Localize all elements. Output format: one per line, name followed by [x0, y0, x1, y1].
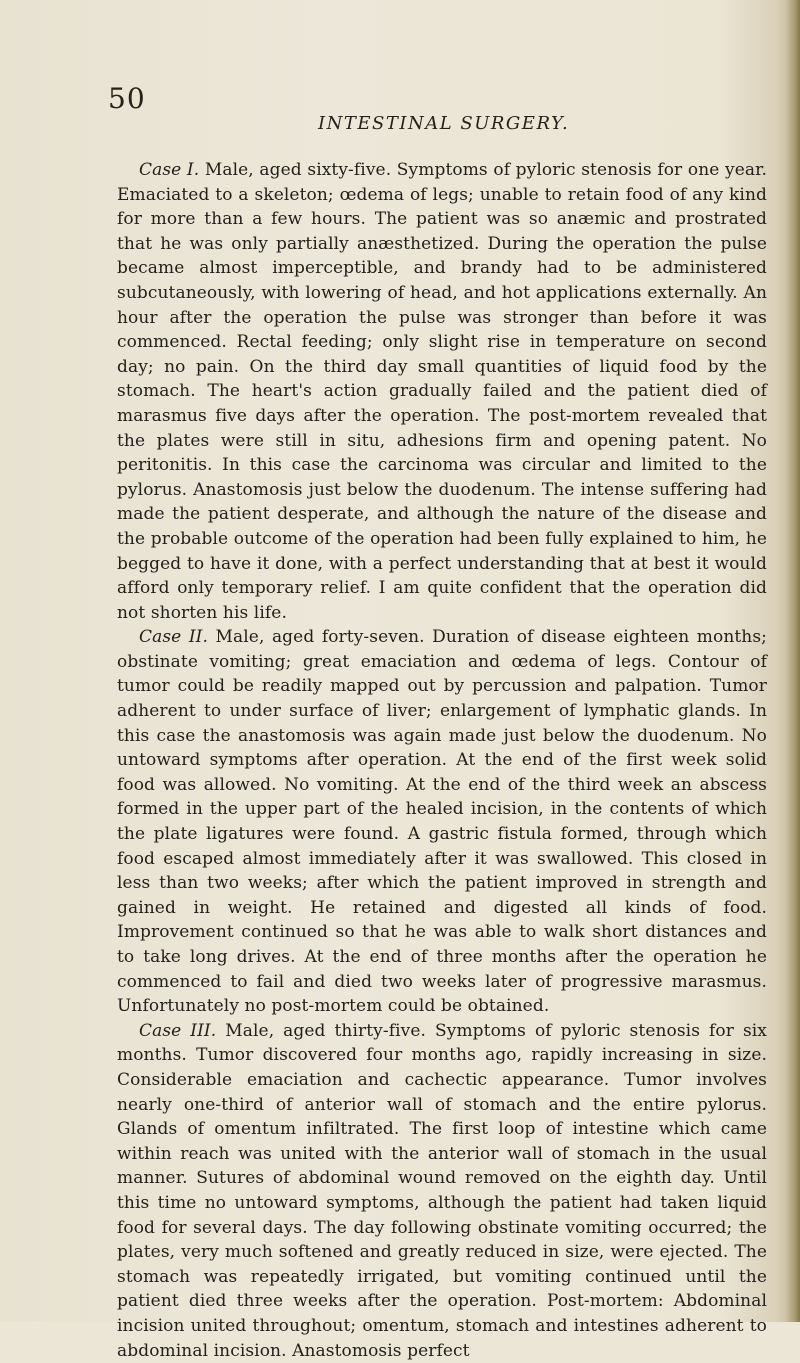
- case-2-label: Case II.: [139, 627, 208, 648]
- case-2-paragraph: [117, 625, 767, 1019]
- case-3-paragraph: [117, 1019, 767, 1363]
- running-head: INTESTINAL SURGERY.: [318, 113, 570, 134]
- page-edge-shadow: [786, 0, 800, 1322]
- case-3-text: Male, aged thirty-five. Symptoms of pyloric stenosis for six months. Tumor discovered four months ago, rapidly increasing in size. Considerable emaciation and cachectic appearance. Tumor involves nearly one-third of anterior wall of stomach and the entire pylorus. Glands of omentum infiltrated. The first loop of intestine which came within reach was united with the anterior wall of stomach in the usual manner. Sutures of abdominal wound removed on the eighth day. Until this time no untoward symptoms, although the patient had taken liquid food for several days. The day following obstinate vomiting occurred; the plates, very much softened and greatly reduced in size, were ejected. The stomach was repeatedly irrigated, but vomiting continued until the patient died three weeks after the operation. Post-mortem: Abdominal incision united throughout; omentum, stomach and intestines adherent to abdominal incision. Anastomosis perfect: [117, 1020, 767, 1361]
- page-number: 50: [108, 82, 146, 115]
- case-3-label: Case III.: [139, 1020, 217, 1041]
- case-1-label: Case I.: [139, 160, 200, 180]
- case-2-text: Male, aged forty-seven. Duration of disease eighteen months; obstinate vomiting; great emaciation and œdema of legs. Contour of tumor could be readily mapped out by percussion and palpation. Tumor adherent to under surface of liver; enlargement of lymphatic glands. In this case the anastomosis was again made just below the duodenum. No untoward symptoms after operation. At the end of the first week solid food was allowed. No vomiting. At the end of the third week an abscess formed in the upper part of the healed incision, in the contents of which the plate ligatures were found. A gastric fistula formed, through which food escaped almost immediately after it was swallowed. This closed in less than two weeks; after which the patient improved in strength and gained in weight. He retained and digested all kinds of food. Improvement continued so that he was able to walk short distances and to take long drives. At the end of three months after the operation he commenced to fail and died two weeks later of progressive marasmus. Unfortunately no post-mortem could be obtained.: [117, 627, 767, 1017]
- case-1-text: Male, aged sixty-five. Symptoms of pyloric stenosis for one year. Emaciated to a skeleton; œdema of legs; unable to retain food of any kind for more than a few hours. The patient was so anæmic and prostrated that he was only partially anæsthetized. During the operation the pulse became almost imperceptible, and brandy had to be administered subcutaneously, with lowering of head, and hot applications externally. An hour after the operation the pulse was stronger than before it was commenced. Rectal feeding; only slight rise in temperature on second day; no pain. On the third day small quantities of liquid food by the stomach. The heart's action gradually failed and the patient died of marasmus five days after the operation. The post-mortem revealed that the plates were still in situ, adhesions firm and opening patent. No peritonitis. In this case the carcinoma was circular and limited to the pylorus. Anastomosis just below the duodenum. The intense suffering had made the patient desperate, and although the nature of the disease and the probable outcome of the operation had been fully explained to him, he begged to have it done, with a perfect understanding that at best it would afford only temporary relief. I am quite confident that the operation did not shorten his life.: [117, 160, 767, 623]
- body-text: [117, 158, 767, 1363]
- case-1-paragraph: [117, 158, 767, 625]
